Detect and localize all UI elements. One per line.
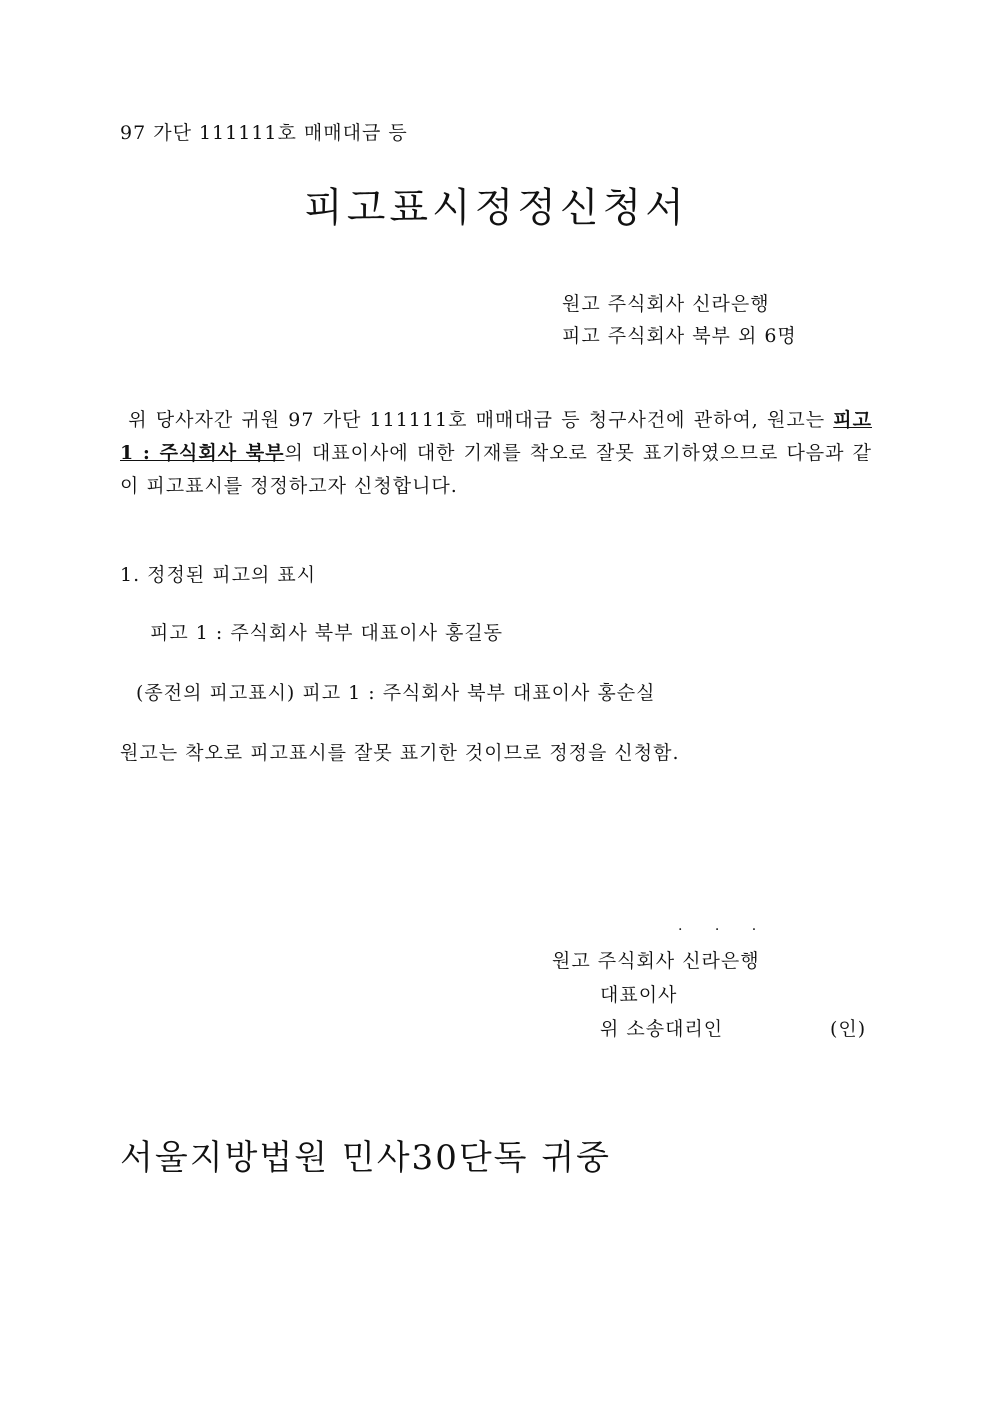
body-text-part2: 의 대표이사에 대한 기재를 착오로 잘못 표기하였으므로 다음과 같이 피고표시를 정정하고자 신청합니다.	[120, 442, 872, 497]
signature-agent: 위 소송대리인	[600, 1018, 724, 1040]
case-number: 97 가단 111111호 매매대금 등	[120, 122, 408, 144]
plaintiff-line: 원고 주식회사 신라은행	[562, 293, 770, 315]
signature-plaintiff: 원고 주식회사 신라은행	[552, 950, 760, 972]
defendant-line: 피고 주식회사 북부 외 6명	[562, 325, 797, 347]
signature-block	[552, 944, 867, 1046]
signature-agent-row	[552, 1012, 867, 1046]
document-title: 피고표시정정신청서	[304, 185, 688, 231]
court-addressee: 서울지방법원 민사30단독 귀중	[120, 1138, 612, 1178]
body-emphasis: 피고 1 : 주식회사 북부	[120, 409, 872, 464]
section-heading: 1. 정정된 피고의 표시	[120, 564, 317, 586]
correction-request: 원고는 착오로 피고표시를 잘못 표기한 것이므로 정정을 신청함.	[120, 742, 680, 764]
seal-mark: (인)	[830, 1018, 867, 1040]
corrected-defendant: 피고 1 : 주식회사 북부 대표이사 홍길동	[150, 622, 504, 644]
signature-representative: 대표이사	[600, 984, 678, 1006]
parties-block	[562, 288, 797, 352]
body-paragraph	[120, 404, 872, 503]
body-text-part1: 위 당사자간 귀원 97 가단 111111호 매매대금 등 청구사건에 관하여, 원고는	[128, 409, 834, 431]
date-line: . . .	[678, 918, 771, 934]
previous-defendant: (종전의 피고표시) 피고 1 : 주식회사 북부 대표이사 홍순실	[136, 682, 656, 704]
